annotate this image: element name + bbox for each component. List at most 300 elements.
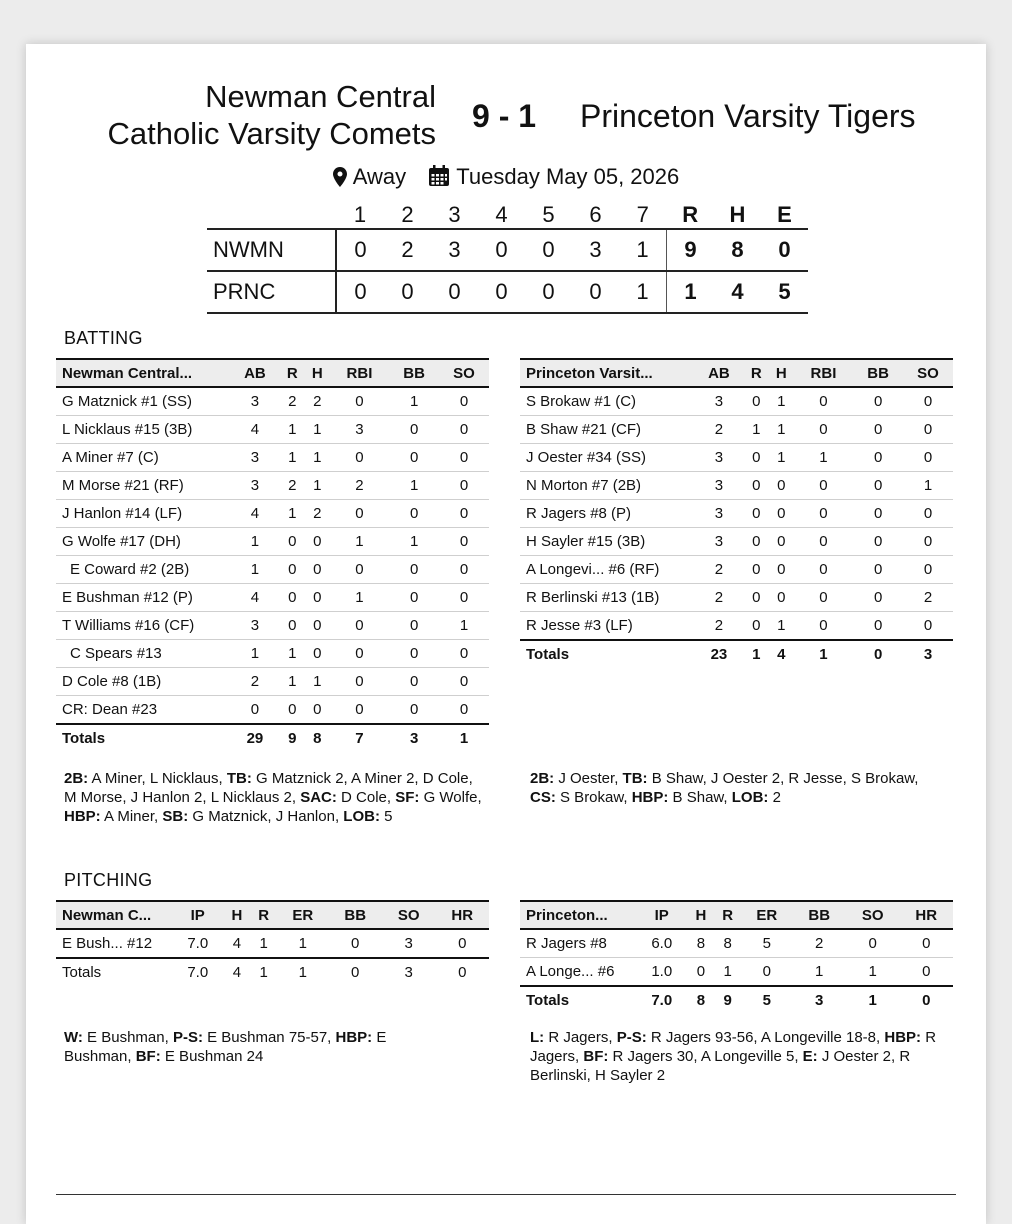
- stat-cell: 0: [330, 444, 389, 472]
- stat-cell: 1: [280, 416, 305, 444]
- stat-cell: 0: [903, 612, 953, 641]
- stat-cell: 1: [305, 472, 330, 500]
- totals-row: [520, 640, 953, 668]
- note-text: A Miner,: [100, 808, 163, 825]
- stat-column-header: R: [744, 359, 769, 387]
- note-label: SAC:: [300, 789, 337, 806]
- note-text: R Jagers 30, A Longeville 5,: [608, 1048, 803, 1065]
- stat-cell: 3: [694, 500, 744, 528]
- stat-cell: 3: [230, 472, 280, 500]
- note-label: CS:: [530, 789, 556, 806]
- stat-cell: 2: [694, 584, 744, 612]
- pitching-section-title: PITCHING: [64, 870, 153, 890]
- player-row: [520, 387, 953, 416]
- stat-cell: 0: [794, 556, 853, 584]
- player-name: G Wolfe #17 (DH): [56, 528, 230, 556]
- stat-cell: 0: [794, 500, 853, 528]
- player-name: B Shaw #21 (CF): [520, 416, 694, 444]
- stat-cell: 0: [330, 612, 389, 640]
- total-cell: 3: [903, 640, 953, 668]
- stat-column-header: SO: [439, 359, 489, 387]
- stat-cell: 0: [305, 584, 330, 612]
- player-row: [520, 416, 953, 444]
- stat-cell: 1: [230, 556, 280, 584]
- total-hits: 4: [714, 271, 761, 313]
- stat-cell: 0: [389, 668, 439, 696]
- stat-cell: 1: [846, 958, 900, 987]
- pitching-notes-away: [530, 1028, 940, 1085]
- note-label: TB:: [622, 770, 648, 787]
- totals-label: Totals: [56, 724, 230, 752]
- note-text: G Matznick, J Hanlon,: [188, 808, 344, 825]
- hits-header: H: [729, 202, 746, 227]
- stats-header: [56, 901, 489, 929]
- player-row: [56, 444, 489, 472]
- stat-cell: 0: [328, 929, 381, 958]
- stat-cell: 5: [741, 929, 792, 958]
- game-location: [333, 164, 406, 190]
- stats-header-row: [520, 901, 953, 929]
- note-label: SB:: [162, 808, 189, 825]
- stat-cell: 1: [389, 387, 439, 416]
- player-row: [520, 958, 953, 987]
- stat-cell: 6.0: [636, 929, 687, 958]
- player-name: C Spears #13: [56, 640, 230, 668]
- stat-cell: 0: [389, 696, 439, 725]
- note-label: BF:: [135, 1048, 161, 1065]
- note-label: 2B:: [64, 770, 89, 787]
- stat-column-header: SO: [846, 901, 900, 929]
- stat-column-header: H: [223, 901, 250, 929]
- note-label: HBP:: [884, 1029, 922, 1046]
- stat-cell: 0: [330, 500, 389, 528]
- stats-header: [56, 359, 489, 387]
- stat-cell: 4: [230, 500, 280, 528]
- player-row: [56, 528, 489, 556]
- team-column-header: Newman C...: [56, 901, 172, 929]
- stat-cell: 0: [853, 416, 903, 444]
- player-row: [520, 612, 953, 641]
- player-name: R Jagers #8: [520, 929, 636, 958]
- line-score-table: [207, 202, 808, 314]
- runs-header: R: [682, 202, 699, 227]
- player-row: [520, 500, 953, 528]
- stat-column-header: RBI: [794, 359, 853, 387]
- inning-score: 1: [619, 229, 667, 271]
- player-name: D Cole #8 (1B): [56, 668, 230, 696]
- stat-cell: 0: [744, 472, 769, 500]
- total-cell: 1: [744, 640, 769, 668]
- batting-notes-away: [530, 769, 930, 807]
- player-row: [56, 416, 489, 444]
- stat-cell: 0: [846, 929, 900, 958]
- home-team-name-line2: Catholic Varsity Comets: [107, 116, 436, 151]
- player-row: [56, 640, 489, 668]
- note-label: HBP:: [335, 1029, 373, 1046]
- player-row: [520, 929, 953, 958]
- note-label: W:: [64, 1029, 83, 1046]
- inning-score: 0: [572, 271, 619, 313]
- stat-cell: 0: [853, 444, 903, 472]
- player-name: R Jagers #8 (P): [520, 500, 694, 528]
- stat-cell: 0: [439, 528, 489, 556]
- player-row: [520, 584, 953, 612]
- stat-cell: 2: [903, 584, 953, 612]
- stat-column-header: R: [714, 901, 741, 929]
- total-cell: 9: [714, 986, 741, 1014]
- stat-cell: 0: [389, 500, 439, 528]
- stat-cell: 0: [389, 640, 439, 668]
- stat-cell: 3: [382, 929, 436, 958]
- note-text: J Oester 2, R Berlinski, H Sayler 2: [530, 1048, 911, 1084]
- stat-cell: 0: [280, 556, 305, 584]
- stat-cell: 1: [280, 444, 305, 472]
- note-label: LOB:: [731, 789, 769, 806]
- box-score-sheet: [26, 44, 986, 1224]
- stat-column-header: HR: [899, 901, 953, 929]
- player-row: [56, 500, 489, 528]
- stat-cell: 2: [694, 556, 744, 584]
- player-row: [520, 444, 953, 472]
- stat-cell: 1: [389, 472, 439, 500]
- inning-header: 2: [401, 202, 414, 227]
- batting-section-title: BATTING: [64, 328, 143, 348]
- note-text: B Shaw, J Oester 2, R Jesse, S Brokaw,: [647, 770, 919, 787]
- stat-cell: 3: [694, 472, 744, 500]
- player-row: [56, 387, 489, 416]
- inning-header: 7: [636, 202, 649, 227]
- stats-header-row: [520, 359, 953, 387]
- stat-cell: 1: [769, 387, 794, 416]
- stat-column-header: BB: [853, 359, 903, 387]
- stat-cell: 1: [330, 584, 389, 612]
- note-text: J Oester,: [554, 770, 623, 787]
- player-row: [520, 528, 953, 556]
- stat-cell: 0: [769, 472, 794, 500]
- stats-header-row: [56, 359, 489, 387]
- stat-cell: 1: [903, 472, 953, 500]
- player-name: G Matznick #1 (SS): [56, 387, 230, 416]
- stat-cell: 0: [769, 528, 794, 556]
- stat-column-header: R: [280, 359, 305, 387]
- player-name: J Oester #34 (SS): [520, 444, 694, 472]
- stat-cell: 0: [903, 387, 953, 416]
- stat-cell: 0: [439, 668, 489, 696]
- stat-cell: 0: [439, 500, 489, 528]
- stats-header: [520, 901, 953, 929]
- stat-cell: 0: [439, 387, 489, 416]
- total-cell: 0: [328, 958, 381, 986]
- stat-cell: 0: [389, 584, 439, 612]
- stat-cell: 1.0: [636, 958, 687, 987]
- note-text: E Bushman 24: [160, 1048, 264, 1065]
- stat-column-header: BB: [389, 359, 439, 387]
- stat-cell: 2: [694, 612, 744, 641]
- totals-row: [56, 958, 489, 986]
- pitching-table-home: [56, 900, 489, 986]
- player-row: [56, 929, 489, 958]
- stat-cell: 0: [435, 929, 489, 958]
- stat-cell: 1: [769, 416, 794, 444]
- stat-cell: 0: [305, 612, 330, 640]
- note-text: E Bushman,: [82, 1029, 173, 1046]
- stat-cell: 4: [230, 416, 280, 444]
- player-name: H Sayler #15 (3B): [520, 528, 694, 556]
- stat-cell: 0: [330, 668, 389, 696]
- note-label: L:: [530, 1029, 545, 1046]
- stat-cell: 1: [280, 640, 305, 668]
- stat-cell: 0: [899, 929, 953, 958]
- player-name: E Bushman #12 (P): [56, 584, 230, 612]
- stat-cell: 0: [744, 500, 769, 528]
- stat-cell: 1: [769, 612, 794, 641]
- stat-column-header: R: [250, 901, 277, 929]
- stat-cell: 0: [794, 528, 853, 556]
- note-text: R Jagers,: [544, 1029, 617, 1046]
- stat-cell: 0: [853, 556, 903, 584]
- inning-score: 0: [336, 271, 384, 313]
- stat-cell: 4: [223, 929, 250, 958]
- line-score-row-away: [207, 271, 808, 313]
- stat-cell: 0: [903, 528, 953, 556]
- stat-cell: 1: [250, 929, 277, 958]
- stat-cell: 0: [769, 584, 794, 612]
- team-column-header: Princeton Varsit...: [520, 359, 694, 387]
- stat-cell: 0: [903, 416, 953, 444]
- stat-cell: 0: [744, 556, 769, 584]
- inning-header: 5: [542, 202, 555, 227]
- player-row: [56, 668, 489, 696]
- player-row: [56, 556, 489, 584]
- pitching-notes-home: [64, 1028, 444, 1066]
- player-name: R Jesse #3 (LF): [520, 612, 694, 641]
- home-team-name: [66, 78, 436, 152]
- stats-body: [56, 929, 489, 986]
- stat-cell: 8: [714, 929, 741, 958]
- total-cell: 0: [853, 640, 903, 668]
- batting-table-away: [520, 358, 953, 668]
- away-team-name: Princeton Varsity Tigers: [580, 98, 916, 134]
- player-row: [56, 696, 489, 725]
- stat-column-header: SO: [903, 359, 953, 387]
- total-cell: 1: [277, 958, 328, 986]
- stat-cell: 0: [744, 584, 769, 612]
- stat-cell: 0: [330, 640, 389, 668]
- note-label: P-S:: [616, 1029, 647, 1046]
- note-text: R Jagers,: [530, 1029, 937, 1065]
- game-date: [428, 164, 679, 190]
- stat-cell: 0: [744, 444, 769, 472]
- game-location-text: Away: [352, 164, 407, 189]
- stat-cell: 0: [389, 556, 439, 584]
- batting-notes-home: [64, 769, 484, 826]
- stat-cell: 0: [439, 472, 489, 500]
- stat-cell: 2: [330, 472, 389, 500]
- total-cell: 7.0: [172, 958, 223, 986]
- stat-cell: 1: [330, 528, 389, 556]
- stat-cell: 0: [794, 612, 853, 641]
- home-team-name-line1: Newman Central: [205, 79, 436, 114]
- inning-score: 3: [431, 229, 478, 271]
- player-name: S Brokaw #1 (C): [520, 387, 694, 416]
- note-label: P-S:: [172, 1029, 203, 1046]
- stat-cell: 1: [792, 958, 845, 987]
- total-runs: 9: [667, 229, 715, 271]
- note-label: TB:: [226, 770, 252, 787]
- stat-cell: 2: [305, 500, 330, 528]
- stat-cell: 0: [280, 584, 305, 612]
- stat-cell: 0: [305, 556, 330, 584]
- total-cell: 3: [792, 986, 845, 1014]
- stat-cell: 1: [280, 500, 305, 528]
- stats-body: [520, 929, 953, 1014]
- team-abbr: NWMN: [207, 229, 336, 271]
- stat-column-header: SO: [382, 901, 436, 929]
- inning-score: 0: [384, 271, 431, 313]
- note-text: E Bushman 75-57,: [202, 1029, 336, 1046]
- totals-row: [56, 724, 489, 752]
- player-row: [56, 584, 489, 612]
- total-cell: 1: [846, 986, 900, 1014]
- stat-column-header: H: [687, 901, 714, 929]
- note-text: E Bushman,: [64, 1029, 387, 1065]
- stat-cell: 0: [853, 528, 903, 556]
- stats-header-row: [56, 901, 489, 929]
- total-cell: 0: [435, 958, 489, 986]
- stat-cell: 0: [305, 696, 330, 725]
- stat-cell: 0: [305, 640, 330, 668]
- total-cell: 29: [230, 724, 280, 752]
- note-text: G Matznick 2, A Miner 2, D Cole, M Morse, J Hanlon 2, L Nicklaus 2,: [64, 770, 473, 806]
- player-name: M Morse #21 (RF): [56, 472, 230, 500]
- game-date-text: Tuesday May 05, 2026: [456, 164, 680, 189]
- stat-cell: 0: [853, 500, 903, 528]
- total-cell: 1: [250, 958, 277, 986]
- total-hits: 8: [714, 229, 761, 271]
- total-cell: 9: [280, 724, 305, 752]
- stat-cell: 2: [305, 387, 330, 416]
- note-label: HBP:: [631, 789, 669, 806]
- errors-header: E: [777, 202, 792, 227]
- inning-score: 2: [384, 229, 431, 271]
- total-runs: 1: [667, 271, 715, 313]
- stat-cell: 0: [439, 584, 489, 612]
- player-row: [56, 472, 489, 500]
- total-cell: 1: [794, 640, 853, 668]
- stat-column-header: IP: [172, 901, 223, 929]
- stat-column-header: ER: [277, 901, 328, 929]
- note-label: LOB:: [343, 808, 380, 825]
- batting-table-home: [56, 358, 489, 752]
- stat-cell: 4: [230, 584, 280, 612]
- stat-cell: 3: [694, 528, 744, 556]
- total-cell: 7.0: [636, 986, 687, 1014]
- stat-cell: 0: [794, 387, 853, 416]
- stat-cell: 0: [439, 416, 489, 444]
- stat-cell: 3: [694, 444, 744, 472]
- inning-score: 0: [431, 271, 478, 313]
- totals-row: [520, 986, 953, 1014]
- player-name: L Nicklaus #15 (3B): [56, 416, 230, 444]
- stat-cell: 0: [853, 584, 903, 612]
- total-cell: 5: [741, 986, 792, 1014]
- stat-cell: 0: [903, 500, 953, 528]
- inning-score: 0: [525, 271, 572, 313]
- player-row: [520, 556, 953, 584]
- inning-score: 0: [478, 271, 525, 313]
- total-errors: 0: [761, 229, 808, 271]
- stat-cell: 8: [687, 929, 714, 958]
- stat-cell: 3: [230, 387, 280, 416]
- total-cell: 3: [382, 958, 436, 986]
- stat-column-header: H: [305, 359, 330, 387]
- totals-label: Totals: [56, 958, 172, 986]
- stat-cell: 0: [769, 556, 794, 584]
- stat-cell: 0: [330, 556, 389, 584]
- stat-cell: 0: [899, 958, 953, 987]
- total-cell: 8: [687, 986, 714, 1014]
- stat-column-header: H: [769, 359, 794, 387]
- stats-body: [56, 387, 489, 752]
- final-score: 9 - 1: [472, 98, 537, 134]
- stat-cell: 0: [280, 528, 305, 556]
- inning-header: 6: [589, 202, 602, 227]
- stat-cell: 0: [853, 472, 903, 500]
- player-name: A Longe... #6: [520, 958, 636, 987]
- stat-cell: 3: [694, 387, 744, 416]
- total-cell: 1: [439, 724, 489, 752]
- stat-cell: 1: [389, 528, 439, 556]
- player-row: [520, 472, 953, 500]
- stat-cell: 0: [439, 696, 489, 725]
- stat-cell: 1: [794, 444, 853, 472]
- stat-cell: 0: [794, 416, 853, 444]
- player-name: T Williams #16 (CF): [56, 612, 230, 640]
- inning-score: 0: [478, 229, 525, 271]
- stat-cell: 3: [330, 416, 389, 444]
- stat-cell: 0: [744, 612, 769, 641]
- inning-score: 3: [572, 229, 619, 271]
- stat-cell: 0: [744, 387, 769, 416]
- stat-cell: 1: [439, 612, 489, 640]
- note-text: A Miner, L Nicklaus,: [88, 770, 227, 787]
- player-name: A Miner #7 (C): [56, 444, 230, 472]
- totals-label: Totals: [520, 640, 694, 668]
- stat-cell: 0: [853, 387, 903, 416]
- stat-cell: 1: [277, 929, 328, 958]
- stats-body: [520, 387, 953, 668]
- stat-column-header: AB: [694, 359, 744, 387]
- note-text: B Shaw,: [668, 789, 732, 806]
- stat-cell: 0: [439, 640, 489, 668]
- inning-header: 1: [353, 202, 367, 227]
- stats-header: [520, 359, 953, 387]
- note-label: SF:: [395, 789, 420, 806]
- stat-cell: 1: [769, 444, 794, 472]
- stat-cell: 1: [714, 958, 741, 987]
- note-label: E:: [802, 1048, 818, 1065]
- player-name: J Hanlon #14 (LF): [56, 500, 230, 528]
- total-cell: 4: [769, 640, 794, 668]
- stat-cell: 0: [389, 612, 439, 640]
- stat-cell: 0: [903, 444, 953, 472]
- stat-column-header: HR: [435, 901, 489, 929]
- player-name: E Bush... #12: [56, 929, 172, 958]
- stat-cell: 2: [280, 472, 305, 500]
- game-header: [26, 44, 986, 164]
- stat-column-header: RBI: [330, 359, 389, 387]
- stat-cell: 0: [794, 584, 853, 612]
